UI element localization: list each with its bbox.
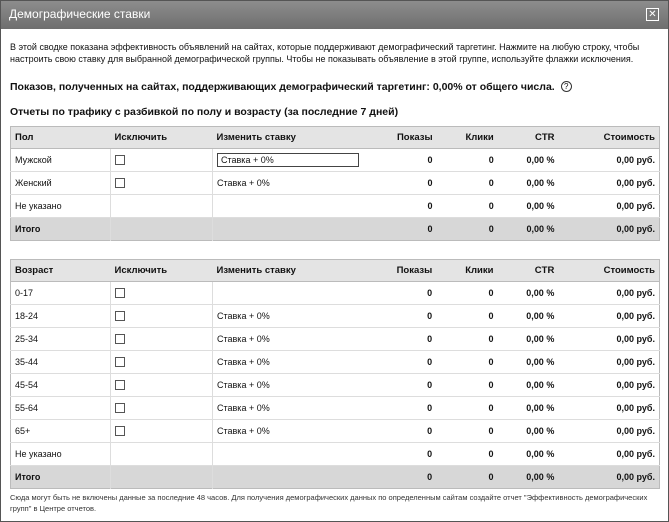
row-label: 45-54 bbox=[11, 374, 111, 397]
dialog-title: Демографические ставки bbox=[9, 7, 151, 21]
row-label: Мужской bbox=[11, 149, 111, 172]
ctr-value: 0,00 % bbox=[497, 397, 558, 420]
exclude-cell bbox=[111, 374, 213, 397]
ctr-value: 0,00 % bbox=[498, 172, 559, 195]
exclude-cell bbox=[111, 282, 213, 305]
bid-cell bbox=[213, 328, 363, 351]
impressions-value: 0 bbox=[363, 328, 437, 351]
close-icon[interactable]: ✕ bbox=[646, 8, 659, 21]
total-row bbox=[11, 218, 660, 241]
total-label: Итого bbox=[11, 218, 111, 241]
impressions-value: 0 bbox=[363, 420, 437, 443]
help-icon[interactable]: ? bbox=[561, 81, 572, 92]
clicks-value: 0 bbox=[436, 282, 497, 305]
title-bar bbox=[1, 1, 668, 29]
impressions-value: 0 bbox=[363, 195, 437, 218]
clicks-value: 0 bbox=[436, 328, 497, 351]
clicks-value: 0 bbox=[436, 305, 497, 328]
total-bid-cell bbox=[213, 218, 364, 241]
table-row[interactable] bbox=[11, 282, 660, 305]
clicks-value: 0 bbox=[436, 443, 497, 466]
section-title: Отчеты по трафику с разбивкой по полу и возрасту (за последние 7 дней) bbox=[10, 106, 399, 118]
col-header-exclude: Исключить bbox=[111, 260, 213, 282]
row-label: 55-64 bbox=[11, 397, 111, 420]
table-row[interactable] bbox=[11, 172, 660, 195]
exclude-cell bbox=[111, 443, 213, 466]
bid-adjust-value[interactable]: Ставка + 0% bbox=[217, 357, 270, 367]
clicks-value: 0 bbox=[436, 397, 497, 420]
summary-line bbox=[10, 81, 572, 93]
cost-value: 0,00 руб. bbox=[558, 149, 659, 172]
cost-value: 0,00 руб. bbox=[558, 195, 659, 218]
total-ctr: 0,00 % bbox=[497, 466, 558, 489]
total-clicks: 0 bbox=[436, 466, 497, 489]
row-label: 0-17 bbox=[11, 282, 111, 305]
bid-adjust-value[interactable]: Ставка + 0% bbox=[217, 380, 270, 390]
clicks-value: 0 bbox=[437, 172, 498, 195]
cost-value: 0,00 руб. bbox=[558, 172, 659, 195]
impressions-value: 0 bbox=[363, 351, 437, 374]
row-label: Не указано bbox=[11, 195, 111, 218]
ctr-value: 0,00 % bbox=[497, 420, 558, 443]
total-impressions: 0 bbox=[363, 218, 437, 241]
impressions-value: 0 bbox=[363, 172, 437, 195]
age-table bbox=[10, 259, 660, 489]
clicks-value: 0 bbox=[436, 420, 497, 443]
total-bid-cell bbox=[213, 466, 363, 489]
exclude-cell bbox=[111, 328, 213, 351]
row-label: 18-24 bbox=[11, 305, 111, 328]
footnote: Сюда могут быть не включены данные за последние 48 часов. Для получения демографических данных по определенным сайтам создайте отчет "Эффективность демографических групп" в Центре отчетов. bbox=[10, 493, 648, 513]
row-label: Женский bbox=[11, 172, 111, 195]
bid-adjust-value[interactable]: Ставка + 0% bbox=[217, 403, 270, 413]
total-impressions: 0 bbox=[363, 466, 437, 489]
exclude-cell bbox=[111, 149, 213, 172]
col-header-clicks: Клики bbox=[437, 127, 498, 149]
exclude-checkbox[interactable] bbox=[115, 357, 125, 367]
clicks-value: 0 bbox=[437, 149, 498, 172]
col-header-cost: Стоимость bbox=[558, 127, 659, 149]
bid-cell bbox=[213, 305, 363, 328]
col-header-cost: Стоимость bbox=[558, 260, 659, 282]
bid-adjust-value[interactable]: Ставка + 0% bbox=[217, 426, 270, 436]
table-row[interactable] bbox=[11, 305, 660, 328]
col-header-gender: Пол bbox=[11, 127, 111, 149]
impressions-value: 0 bbox=[363, 282, 437, 305]
exclude-cell bbox=[111, 397, 213, 420]
impressions-value: 0 bbox=[363, 397, 437, 420]
gender-table bbox=[10, 126, 660, 241]
summary-text: Показов, полученных на сайтах, поддерживающих демографический таргетинг: 0,00% от общего числа. bbox=[10, 81, 555, 93]
total-cost: 0,00 руб. bbox=[558, 218, 659, 241]
cost-value: 0,00 руб. bbox=[558, 328, 659, 351]
total-exclude-cell bbox=[111, 466, 213, 489]
bid-cell bbox=[213, 149, 364, 172]
bid-adjust-value[interactable]: Ставка + 0% bbox=[217, 178, 270, 188]
bid-cell bbox=[213, 172, 364, 195]
exclude-cell bbox=[111, 351, 213, 374]
ctr-value: 0,00 % bbox=[497, 351, 558, 374]
bid-cell bbox=[213, 397, 363, 420]
table-header-row bbox=[11, 127, 660, 149]
table-row[interactable] bbox=[11, 374, 660, 397]
ctr-value: 0,00 % bbox=[497, 374, 558, 397]
bid-adjust-value[interactable]: Ставка + 0% bbox=[217, 334, 270, 344]
clicks-value: 0 bbox=[436, 351, 497, 374]
cost-value: 0,00 руб. bbox=[558, 351, 659, 374]
exclude-cell bbox=[111, 305, 213, 328]
impressions-value: 0 bbox=[363, 374, 437, 397]
bid-cell bbox=[213, 351, 363, 374]
ctr-value: 0,00 % bbox=[497, 328, 558, 351]
row-label: 35-44 bbox=[11, 351, 111, 374]
exclude-cell bbox=[111, 420, 213, 443]
total-clicks: 0 bbox=[437, 218, 498, 241]
bid-adjust-value[interactable]: Ставка + 0% bbox=[217, 311, 270, 321]
cost-value: 0,00 руб. bbox=[558, 305, 659, 328]
total-ctr: 0,00 % bbox=[498, 218, 559, 241]
col-header-exclude: Исключить bbox=[111, 127, 213, 149]
exclude-checkbox[interactable] bbox=[115, 334, 125, 344]
exclude-checkbox[interactable] bbox=[115, 380, 125, 390]
exclude-checkbox[interactable] bbox=[115, 311, 125, 321]
impressions-value: 0 bbox=[363, 305, 437, 328]
ctr-value: 0,00 % bbox=[497, 282, 558, 305]
cost-value: 0,00 руб. bbox=[558, 397, 659, 420]
total-row bbox=[11, 466, 660, 489]
total-exclude-cell bbox=[111, 218, 213, 241]
ctr-value: 0,00 % bbox=[497, 305, 558, 328]
clicks-value: 0 bbox=[437, 195, 498, 218]
cost-value: 0,00 руб. bbox=[558, 374, 659, 397]
clicks-value: 0 bbox=[436, 374, 497, 397]
col-header-bid: Изменить ставку bbox=[213, 260, 363, 282]
bid-cell bbox=[213, 443, 363, 466]
bid-cell bbox=[213, 282, 363, 305]
col-header-ctr: CTR bbox=[498, 127, 559, 149]
table-header-row bbox=[11, 260, 660, 282]
table-row[interactable] bbox=[11, 420, 660, 443]
table-row[interactable] bbox=[11, 195, 660, 218]
exclude-cell bbox=[111, 195, 213, 218]
ctr-value: 0,00 % bbox=[497, 443, 558, 466]
table-row[interactable] bbox=[11, 397, 660, 420]
cost-value: 0,00 руб. bbox=[558, 443, 659, 466]
col-header-age: Возраст bbox=[11, 260, 111, 282]
col-header-clicks: Клики bbox=[436, 260, 497, 282]
row-label: 25-34 bbox=[11, 328, 111, 351]
row-label: 65+ bbox=[11, 420, 111, 443]
row-label: Не указано bbox=[11, 443, 111, 466]
bid-cell bbox=[213, 195, 364, 218]
col-header-impressions: Показы bbox=[363, 260, 437, 282]
exclude-checkbox[interactable] bbox=[115, 288, 125, 298]
total-label: Итого bbox=[11, 466, 111, 489]
cost-value: 0,00 руб. bbox=[558, 282, 659, 305]
impressions-value: 0 bbox=[363, 149, 437, 172]
exclude-checkbox[interactable] bbox=[115, 178, 125, 188]
bid-cell bbox=[213, 374, 363, 397]
description-text: В этой сводке показана эффективность объявлений на сайтах, которые поддерживают демографический таргетинг. Нажмите на любую строку, чтобы настроить свою ставку для выбранной демографической группы. Чтобы не показывать объявление в этой группе, используйте флажки исключения. bbox=[10, 42, 640, 64]
table-row[interactable] bbox=[11, 328, 660, 351]
table-row[interactable] bbox=[11, 351, 660, 374]
col-header-impressions: Показы bbox=[363, 127, 437, 149]
ctr-value: 0,00 % bbox=[498, 195, 559, 218]
exclude-checkbox[interactable] bbox=[115, 426, 125, 436]
ctr-value: 0,00 % bbox=[498, 149, 559, 172]
exclude-cell bbox=[111, 172, 213, 195]
cost-value: 0,00 руб. bbox=[558, 420, 659, 443]
impressions-value: 0 bbox=[363, 443, 437, 466]
bid-cell bbox=[213, 420, 363, 443]
bid-adjust-input[interactable]: Ставка + 0% bbox=[217, 153, 359, 167]
exclude-checkbox[interactable] bbox=[115, 403, 125, 413]
col-header-ctr: CTR bbox=[497, 260, 558, 282]
exclude-checkbox[interactable] bbox=[115, 155, 125, 165]
col-header-bid: Изменить ставку bbox=[213, 127, 364, 149]
table-row[interactable] bbox=[11, 443, 660, 466]
total-cost: 0,00 руб. bbox=[558, 466, 659, 489]
table-row[interactable] bbox=[11, 149, 660, 172]
